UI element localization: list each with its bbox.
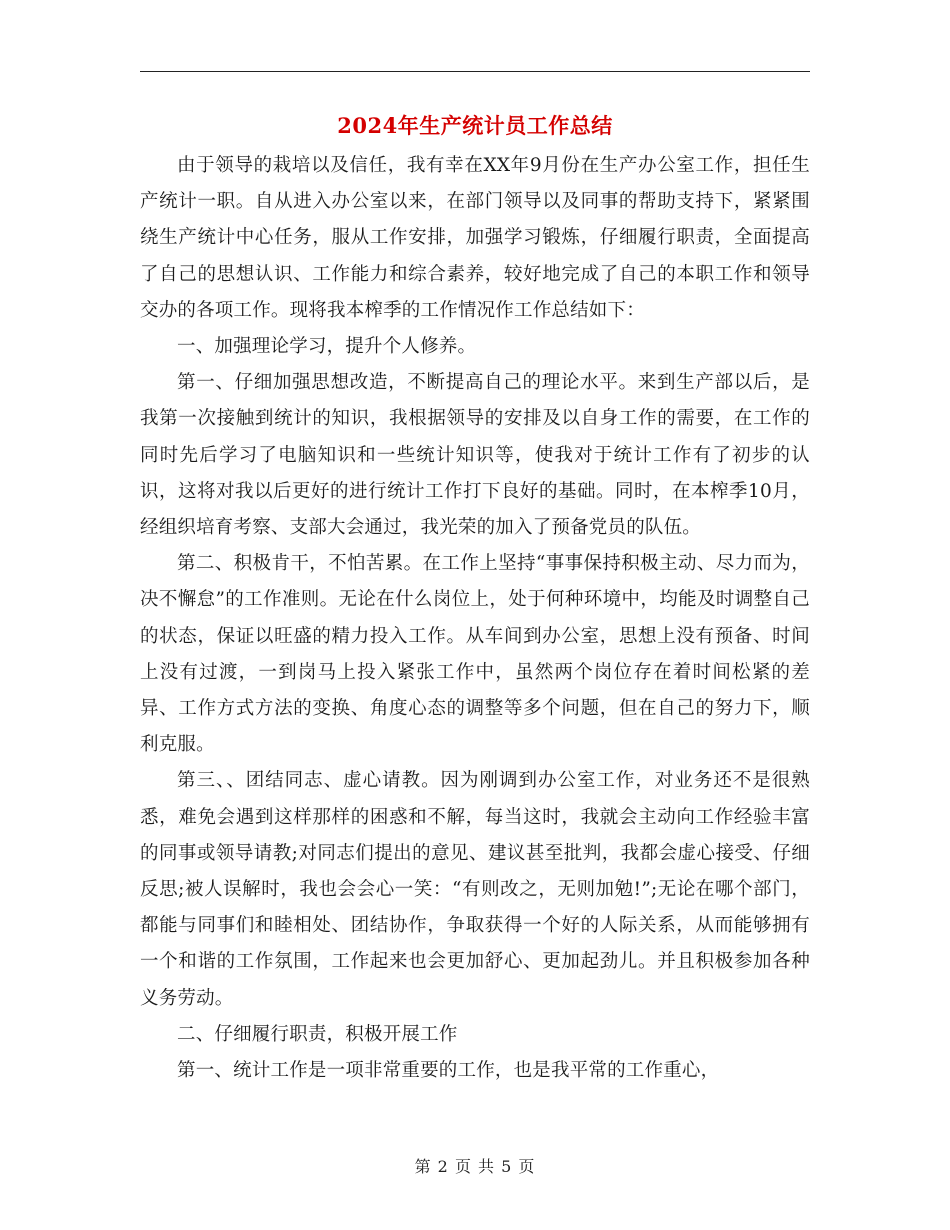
page-number-footer: 第 2 页 共 5 页 <box>414 1157 536 1176</box>
document-body <box>140 148 810 1089</box>
header-rule <box>140 71 810 72</box>
paragraph-1-third: 第三、、团结同志、虚心请教。因为刚调到办公室工作，对业务还不是很熟悉，难免会遇到这样那样的困惑和不解，每当这时，我就会主动向工作经验丰富的同事或领导请教;对同志们提出的意见、建议甚至批判，我都会虚心接受、仔细反思;被人误解时，我也会会心一笑：“有则改之，无则加勉!”;无论在哪个部门，都能与同事们和睦相处、团结协作，争取获得一个好的人际关系，从而能够拥有一个和谐的工作氛围，工作起来也会更加舒心、更加起劲儿。并且积极参加各种义务劳动。 <box>140 770 810 1009</box>
section-heading-1: 一、加强理论学习，提升个人修养。 <box>177 336 477 358</box>
paragraph-1-first: 第一、仔细加强思想改造，不断提高自己的理论水平。来到生产部以后，是我第一次接触到统计的知识，我根据领导的安排及以自身工作的需要，在工作的同时先后学习了电脑知识和一些统计知识等，使我对于统计工作有了初步的认识，这将对我以后更好的进行统计工作打下良好的基础。同时，在本榨季10月，经组织培育考察、支部大会通过，我光荣的加入了预备党员的队伍。 <box>140 372 810 539</box>
paragraph-2-first: 第一、统计工作是一项非常重要的工作，也是我平常的工作重心， <box>177 1060 720 1082</box>
document-title: 2024年生产统计员工作总结 <box>337 113 613 138</box>
paragraph-1-second: 第二、积极肯干，不怕苦累。在工作上坚持“事事保持积极主动、尽力而为，决不懈怠”的工作准则。无论在什么岗位上，处于何种环境中，均能及时调整自己的状态，保证以旺盛的精力投入工作。从车间到办公室，思想上没有预备、时间上没有过渡，一到岗马上投入紧张工作中，虽然两个岗位存在着时间松紧的差异、工作方式方法的变换、角度心态的调整等多个问题，但在自己的努力下，顺利克服。 <box>140 553 810 756</box>
section-heading-2: 二、仔细履行职责，积极开展工作 <box>177 1023 458 1045</box>
paragraph-intro: 由于领导的栽培以及信任，我有幸在XX年9月份在生产办公室工作，担任生产统计一职。自从进入办公室以来，在部门领导以及同事的帮助支持下，紧紧围绕生产统计中心任务，服从工作安排，加强学习锻炼，仔细履行职责，全面提高了自己的思想认识、工作能力和综合素养，较好地完成了自己的本职工作和领导交办的各项工作。现将我本榨季的工作情况作工作总结如下： <box>140 155 810 321</box>
